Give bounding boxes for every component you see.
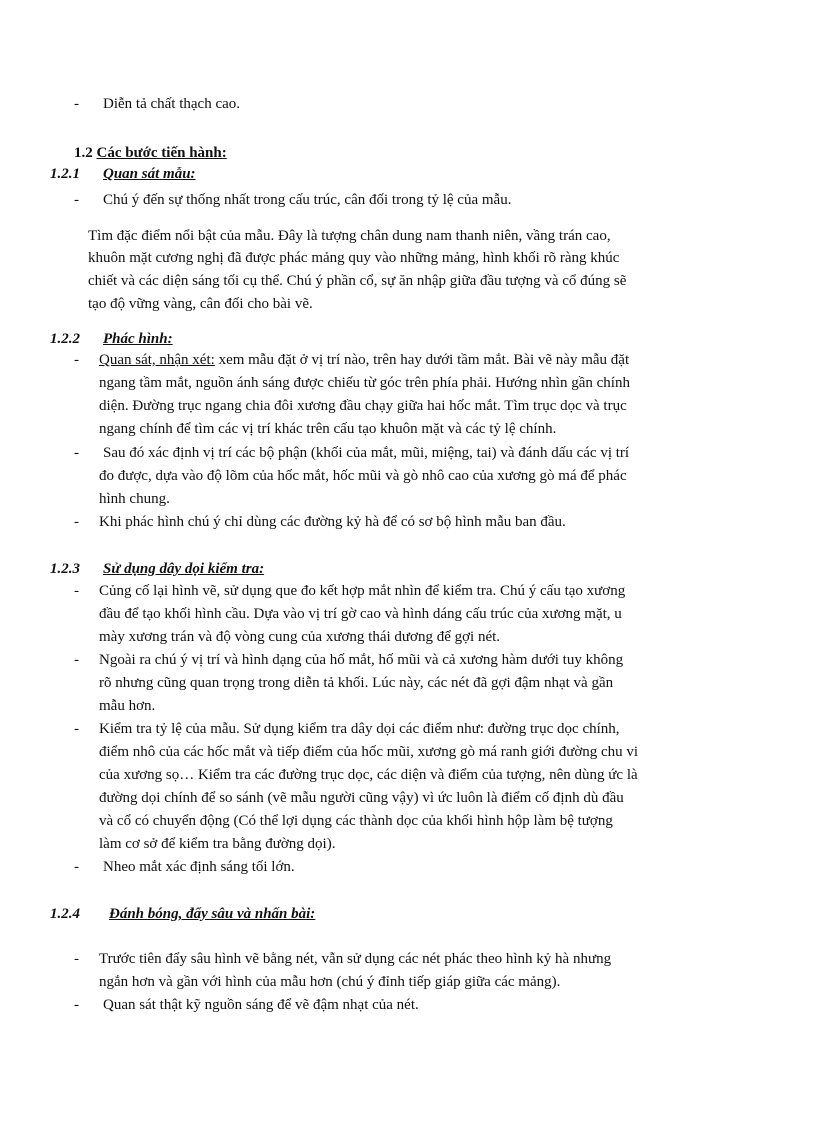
- bullet-dash: -: [74, 951, 79, 967]
- bullet-line: Kiểm tra tỷ lệ của mẫu. Sử dụng kiểm tra dây dọi các điểm như: đường trục dọc chính,: [99, 721, 620, 737]
- bullet-line: Khi phác hình chú ý chỉ dùng các đường kỷ hà để có sơ bộ hình mẫu ban đầu.: [99, 514, 566, 530]
- bullet-dash: -: [74, 96, 79, 112]
- section-number: 1.2.1: [50, 166, 80, 182]
- section-number: 1.2.2: [50, 331, 80, 347]
- paragraph-line: chiết và các diện sáng tối cụ thể. Chú ý phần cổ, sự ăn nhập giữa đầu tượng và cổ đúng sẽ: [88, 273, 627, 289]
- bullet-line: làm cơ sở để kiểm tra bằng đường dọi).: [99, 836, 336, 852]
- bullet-line: ngang tầm mắt, nguồn ánh sáng được chiếu từ góc trên phía phải. Hướng nhìn gần chính: [99, 375, 630, 391]
- paragraph-line: tạo độ vững vàng, cân đối cho bài vẽ.: [88, 296, 313, 312]
- bullet-dash: -: [74, 583, 79, 599]
- bullet-line: và cổ có chuyển động (Có thể lợi dụng các thành dọc của khối hình hộp làm bệ tượng: [99, 813, 613, 829]
- section-1-2-heading: [74, 142, 227, 164]
- bullet-line: Chú ý đến sự thống nhất trong cấu trúc, cân đối trong tỷ lệ của mẫu.: [103, 192, 512, 208]
- bullet-line: điểm nhô của các hốc mắt và tiếp điểm của hốc mũi, xương gò má ranh giới đường chu vi: [99, 744, 639, 760]
- section-title: Phác hình:: [103, 331, 173, 347]
- bullet-line: rõ nhưng cũng quan trọng trong diễn tả khối. Lúc này, các nét đã gợi đậm nhạt và gần: [99, 675, 614, 691]
- bullet-text: xem mẫu đặt ở vị trí nào, trên hay dưới tầm mắt. Bài vẽ này mẫu đặt: [214, 352, 630, 368]
- section-number: 1.2: [74, 145, 93, 161]
- bullet-line: mẫu hơn.: [99, 698, 156, 714]
- bullet-dash: -: [74, 997, 79, 1013]
- bullet-dash: -: [74, 859, 79, 875]
- bullet-line: ngắn hơn và gần với hình của mẫu hơn (chú ý đỉnh tiếp giáp giữa các mảng).: [99, 974, 561, 990]
- section-title: Sử dụng dây dọi kiểm tra:: [103, 561, 265, 577]
- section-title: Quan sát mẫu:: [103, 166, 196, 182]
- bullet-line: ngang chính để tìm các vị trí khác trên cấu tạo khuôn mặt và các tỷ lệ chính.: [99, 421, 557, 437]
- paragraph-line: Tìm đặc điểm nổi bật của mẫu. Đây là tượng chân dung nam thanh niên, vầng trán cao,: [88, 228, 611, 244]
- bullet-line: mày xương trán và độ vòng cung của xương thái dương để gợi nét.: [99, 629, 501, 645]
- section-number: 1.2.3: [50, 561, 80, 577]
- bullet-dash: -: [74, 192, 79, 208]
- intro-text: Diễn tả chất thạch cao.: [103, 96, 241, 112]
- bullet-line: của xương sọ… Kiểm tra các đường trục dọc, các diện và điểm của tượng, nên dùng ức là: [99, 767, 638, 783]
- section-title: Đánh bóng, đẩy sâu và nhấn bài:: [109, 906, 316, 922]
- bullet-dash: -: [74, 514, 79, 530]
- bullet-line: đo được, dựa vào độ lõm của hốc mắt, hốc mũi và gò nhô cao của xương gò má để phác: [99, 468, 627, 484]
- bullet-line: Quan sát thật kỹ nguồn sáng để vẽ đậm nhạt của nét.: [103, 997, 419, 1013]
- bullet-dash: -: [74, 445, 79, 461]
- bullet-line: Ngoài ra chú ý vị trí và hình dạng của hố mắt, hố mũi và cả xương hàm dưới tuy không: [99, 652, 624, 668]
- paragraph-line: khuôn mặt cương nghị đã được phác mảng quy vào những mảng, hình khối rõ ràng khúc: [88, 250, 620, 266]
- section-number: 1.2.4: [50, 906, 80, 922]
- bullet-line: đường dọi chính để so sánh (vẽ mẫu người cũng vậy) vì ức luôn là điểm cố định dù đầu: [99, 790, 624, 806]
- bullet-line: Trước tiên đẩy sâu hình vẽ bằng nét, vẫn sử dụng các nét phác theo hình kỷ hà nhưng: [99, 951, 612, 967]
- bullet-line: [99, 349, 629, 371]
- bullet-line: Nheo mắt xác định sáng tối lớn.: [103, 859, 295, 875]
- bullet-lead: Quan sát, nhận xét:: [99, 352, 215, 368]
- bullet-line: Củng cố lại hình vẽ, sử dụng que đo kết hợp mắt nhìn để kiểm tra. Chú ý cấu tạo xương: [99, 583, 626, 599]
- bullet-line: Sau đó xác định vị trí các bộ phận (khối của mắt, mũi, miệng, tai) và đánh dấu các vị trí: [103, 445, 630, 461]
- bullet-dash: -: [74, 352, 79, 368]
- bullet-line: hình chung.: [99, 491, 170, 507]
- section-title: Các bước tiến hành:: [96, 145, 227, 161]
- bullet-line: đầu để tạo khối hình cầu. Dựa vào vị trí gờ cao và hình dáng cấu trúc của xương mặt, u: [99, 606, 622, 622]
- bullet-dash: -: [74, 721, 79, 737]
- bullet-line: diện. Đường trục ngang chia đôi xương đầu chạy giữa hai hốc mắt. Tìm trục dọc và trục: [99, 398, 627, 414]
- bullet-dash: -: [74, 652, 79, 668]
